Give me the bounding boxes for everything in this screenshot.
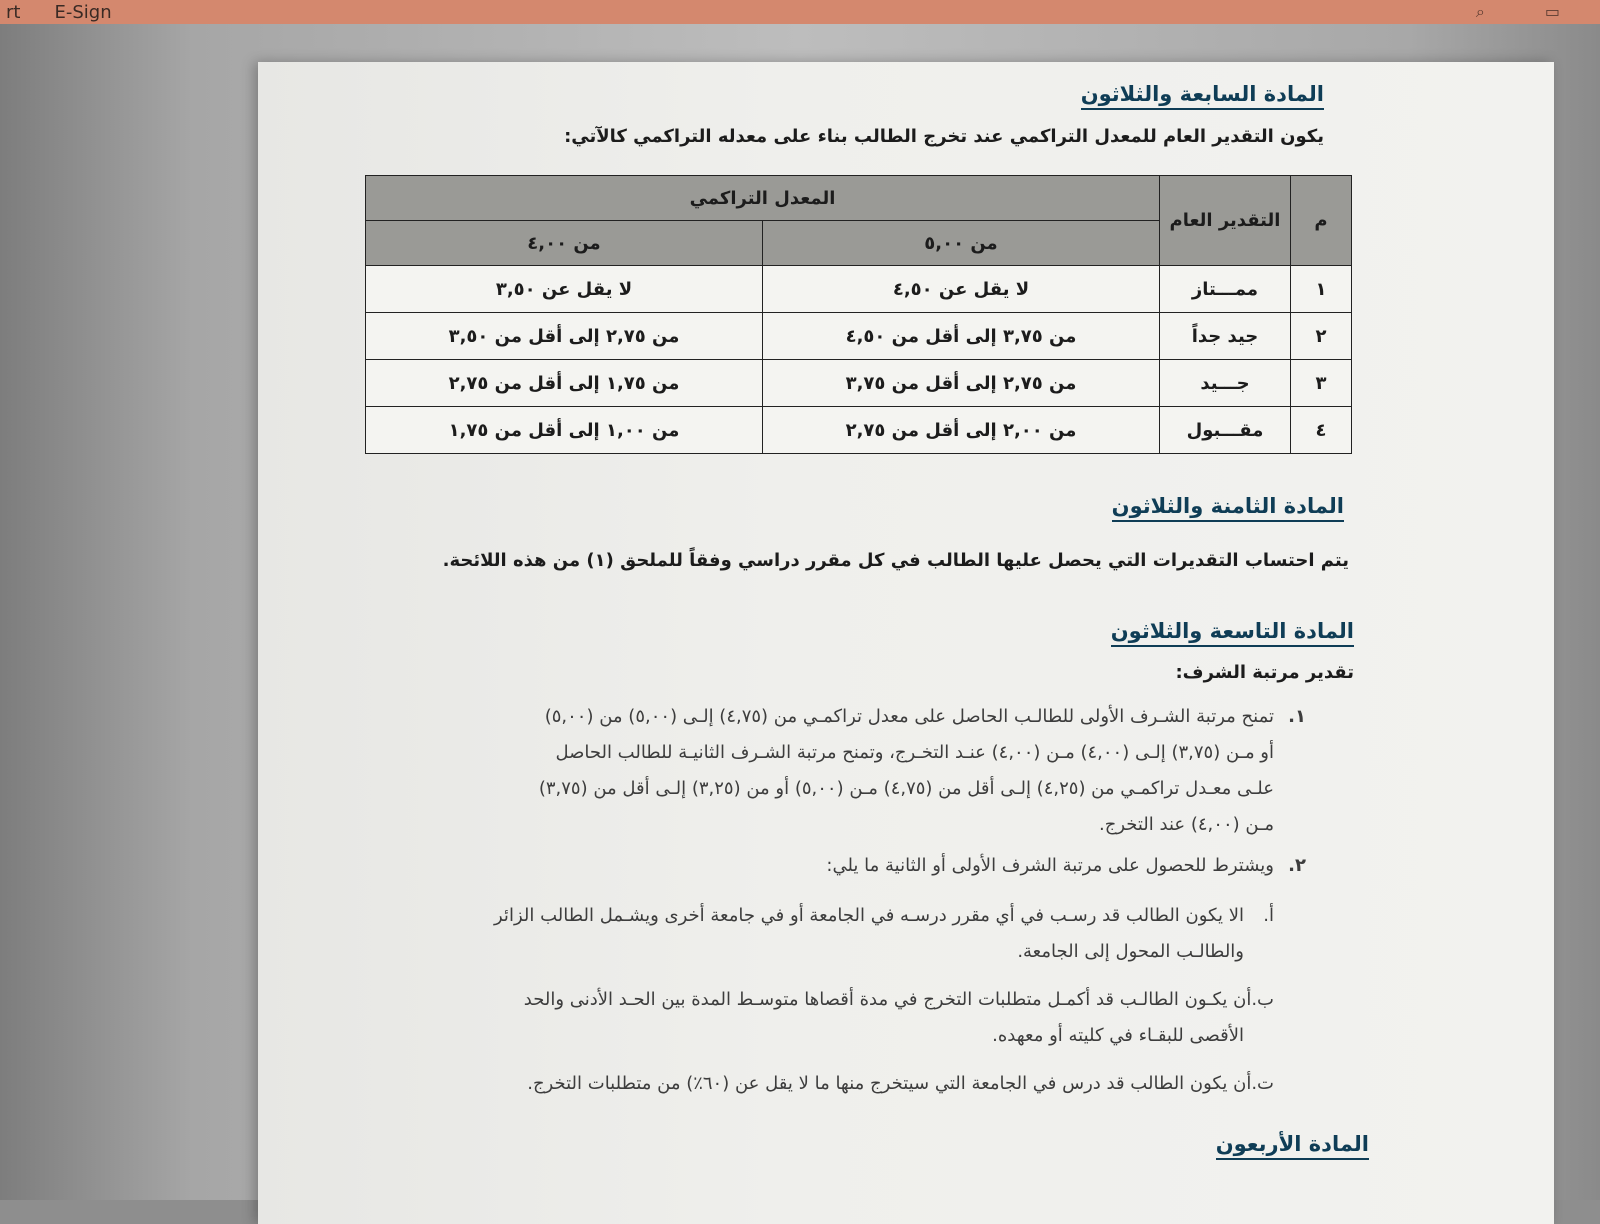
row-grade: جـــيد: [1160, 360, 1291, 407]
item-1-marker: ١.: [1288, 706, 1306, 727]
row-gpa-4: لا يقل عن ٣,٥٠: [366, 266, 763, 313]
table-row: [366, 407, 1352, 454]
table-subheader-5: من ٥,٠٠: [763, 221, 1160, 266]
row-grade: جيد جداً: [1160, 313, 1291, 360]
toolbar-item-esign[interactable]: E-Sign: [54, 1, 112, 23]
row-gpa-5: لا يقل عن ٤,٥٠: [763, 266, 1160, 313]
sub-c-text: ت.أن يكون الطالب قد درس في الجامعة التي سيتخرج منها ما لا يقل عن (٦٠٪) من متطلبات التخرج.: [527, 1073, 1274, 1094]
gpa-grade-table: [365, 175, 1352, 454]
table-header-index: م: [1291, 176, 1352, 266]
sub-a-text: الا يكون الطالب قد رسـب في أي مقرر درسـه في الجامعة أو في جامعة أخرى ويشـمل الطالب الزائر والطالـب المحول إلى الجامعة.: [494, 905, 1244, 962]
row-gpa-5: من ٣,٧٥ إلى أقل من ٤,٥٠: [763, 313, 1160, 360]
article-37-intro: يكون التقدير العام للمعدل التراكمي عند تخرج الطالب بناء على معدله التراكمي كالآتي:: [564, 126, 1324, 147]
row-number: ٢: [1291, 313, 1352, 360]
table-row: [366, 266, 1352, 313]
window-icon[interactable]: ▭: [1544, 2, 1560, 21]
table-header-grade: التقدير العام: [1160, 176, 1291, 266]
toolbar-item-insert[interactable]: rt: [6, 1, 21, 23]
row-gpa-4: من ٢,٧٥ إلى أقل من ٣,٥٠: [366, 313, 763, 360]
item-2-marker: ٢.: [1288, 855, 1306, 876]
search-icon[interactable]: ⌕: [1475, 2, 1485, 21]
article-37-heading: المادة السابعة والثلاثون: [1081, 82, 1324, 110]
article-38-heading: المادة الثامنة والثلاثون: [1112, 494, 1344, 522]
article-38-text: يتم احتساب التقديرات التي يحصل عليها الطالب في كل مقرر دراسي وفقاً للملحق (١) من هذه اللائحة.: [442, 550, 1349, 571]
document-page: [258, 62, 1554, 1224]
row-gpa-5: من ٢,٧٥ إلى أقل من ٣,٧٥: [763, 360, 1160, 407]
table-header-gpa: المعدل التراكمي: [366, 176, 1160, 221]
row-number: ٤: [1291, 407, 1352, 454]
table-row: [366, 360, 1352, 407]
top-toolbar: [0, 0, 1600, 24]
row-grade: مقـــبول: [1160, 407, 1291, 454]
article-39-subheading: تقدير مرتبة الشرف:: [1175, 662, 1354, 683]
row-number: ١: [1291, 266, 1352, 313]
table-subheader-4: من ٤,٠٠: [366, 221, 763, 266]
row-gpa-4: من ١,٠٠ إلى أقل من ١,٧٥: [366, 407, 763, 454]
sub-a-marker: أ.: [1263, 905, 1274, 926]
document-workspace: [0, 24, 1600, 1200]
item-1-text: تمنح مرتبة الشـرف الأولى للطالـب الحاصل على معدل تراكمـي من (٤,٧٥) إلـى (٥,٠٠) من (٥,٠٠) أو مـن (٣,٧٥) إلـى (٤,٠٠) مـن (٤,٠٠) عنـد التخـرج، وتمنح مرتبة الشـرف الثانيـة للطالب الحاصل علـى معـدل تراكمـي من (٤,٢٥) إلـى أقل من (٤,٧٥) مـن (٥,٠٠) أو من (٣,٢٥) إلـى أقل من (٣,٧٥) مـن (٤,٠٠) عند التخرج.: [538, 706, 1274, 835]
row-gpa-5: من ٢,٠٠ إلى أقل من ٢,٧٥: [763, 407, 1160, 454]
sub-b-text: ب.أن يكـون الطالـب قد أكمـل متطلبات التخرج في مدة أقصاها متوسـط المدة بين الحـد الأدنى والحد الأقصى للبقـاء في كليته أو معهده.: [523, 989, 1274, 1046]
article-40-heading: المادة الأربعون: [1216, 1132, 1369, 1160]
row-number: ٣: [1291, 360, 1352, 407]
row-gpa-4: من ١,٧٥ إلى أقل من ٢,٧٥: [366, 360, 763, 407]
article-39-heading: المادة التاسعة والثلاثون: [1111, 619, 1354, 647]
row-grade: ممـــتاز: [1160, 266, 1291, 313]
item-2-text: ويشترط للحصول على مرتبة الشرف الأولى أو الثانية ما يلي:: [826, 855, 1274, 876]
table-row: [366, 313, 1352, 360]
